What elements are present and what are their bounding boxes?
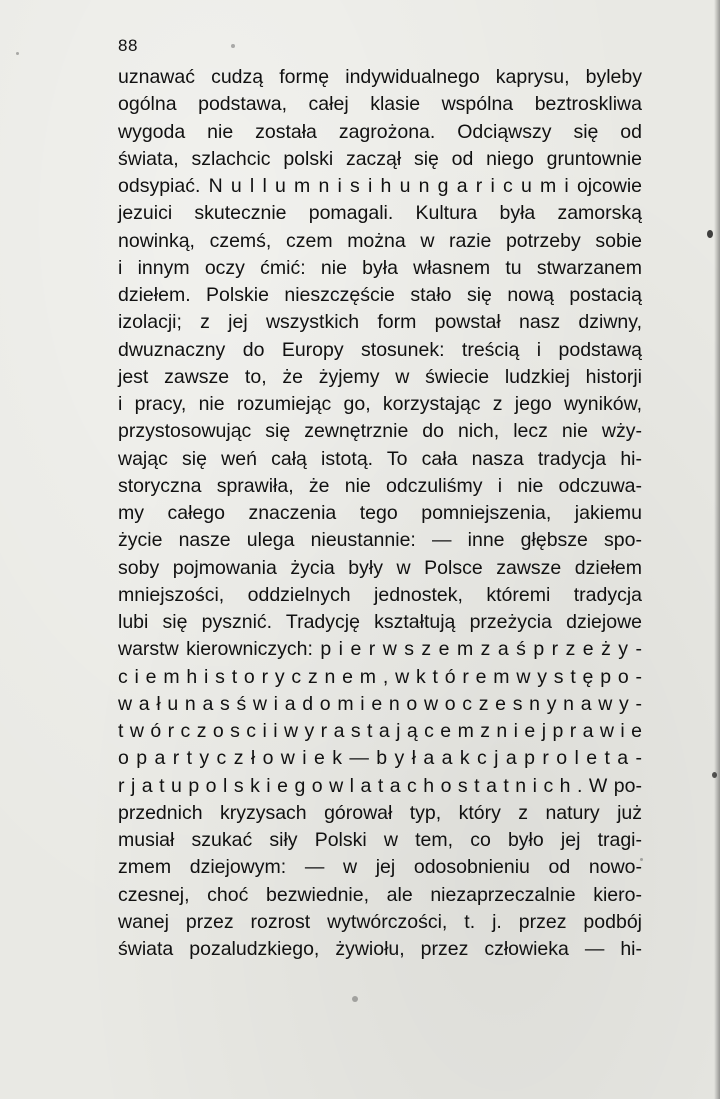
text-line: świata, szlachcic polski zaczął się od niego gruntownie <box>118 147 642 170</box>
text-line: jezuici skutecznie pomagali. Kultura była zamorską <box>118 202 642 225</box>
paper-speck <box>16 52 19 55</box>
page-number: 88 <box>118 36 138 55</box>
text-line: izolacji; z jej wszystkich form powstał nasz dziwny, <box>118 311 642 334</box>
text-line: t w ó r c z o s c i i w y r a s t a j ą c e m z n i e j p r a w i e <box>118 720 642 742</box>
text-line: c i e m h i s t o r y c z n e m , w k t ó r e m w y s t ę p o - <box>118 665 642 688</box>
text-line: soby pojmowania życia były w Polsce zawsze dziełem <box>118 556 642 579</box>
text-line: wanej przez rozrost wytwórczości, t. j. przez podbój <box>118 910 642 933</box>
text-line: musiał szukać siły Polski w tem, co było jej tragi- <box>118 829 642 851</box>
text-line: r j a t u p o l s k i e g o w l a t a c h o s t a t n i c h . W po- <box>118 774 642 797</box>
body-text <box>118 64 642 963</box>
text-line: mniejszości, oddzielnych jednostek, któremi tradycja <box>118 583 642 606</box>
paper-speck <box>712 772 717 778</box>
text-line: przystosowując się zewnętrznie do nich, lecz nie wży- <box>118 420 642 443</box>
text-line: w a ł u n a s ś w i a d o m i e n o w o c z e s n y n a w y - <box>118 692 642 715</box>
text-line: życie nasze ulega nieustannie: — inne głębsze spo- <box>118 529 642 552</box>
text-line: storyczna sprawiła, że nie odczuliśmy i nie odczuwa- <box>118 474 642 497</box>
text-line: świata pozaludzkiego, żywiołu, przez człowieka — hi- <box>118 938 642 960</box>
text-line: i innym oczy ćmić: nie była własnem tu stwarzanem <box>118 256 642 279</box>
text-line: my całego znaczenia tego pomniejszenia, jakiemu <box>118 502 642 524</box>
text-line: uznawać cudzą formę indywidualnego kaprysu, byleby <box>118 66 642 88</box>
text-line: odsypiać. N u l l u m n i s i h u n g a r i c u m i ojcowie <box>118 175 642 197</box>
page-edge-shadow <box>714 0 720 1099</box>
text-line: dziełem. Polskie nieszczęście stało się nową postacią <box>118 284 642 306</box>
text-line: przednich kryzysach górował typ, który z natury już <box>118 801 642 824</box>
paper-speck <box>707 230 713 238</box>
text-line: wając się weń całą istotą. To cała nasza tradycja hi- <box>118 447 642 470</box>
text-line: lubi się pysznić. Tradycję kształtują przeżycia dziejowe <box>118 611 642 633</box>
text-line: o p a r t y c z ł o w i e k — b y ł a a k c j a p r o l e t a - <box>118 747 642 770</box>
paper-speck <box>231 44 235 48</box>
text-line: ogólna podstawa, całej klasie wspólna beztroskliwa <box>118 93 642 116</box>
text-line: i pracy, nie rozumiejąc go, korzystając z jego wyników, <box>118 393 642 415</box>
text-line: wygoda nie została zagrożona. Odciąwszy się od <box>118 120 642 143</box>
text-line: dwuznaczny do Europy stosunek: treścią i podstawą <box>118 338 642 361</box>
text-line: zmem dziejowym: — w jej odosobnieniu od nowo- <box>118 856 642 879</box>
paper-speck <box>352 996 358 1002</box>
text-line: czesnej, choć bezwiednie, ale niezaprzeczalnie kiero- <box>118 883 642 906</box>
text-line: jest zawsze to, że żyjemy w świecie ludzkiej historji <box>118 365 642 388</box>
text-line: nowinką, czemś, czem można w razie potrzeby sobie <box>118 229 642 252</box>
text-line: warstw kierowniczych: p i e r w s z e m z a ś p r z e ż y - <box>118 638 642 661</box>
